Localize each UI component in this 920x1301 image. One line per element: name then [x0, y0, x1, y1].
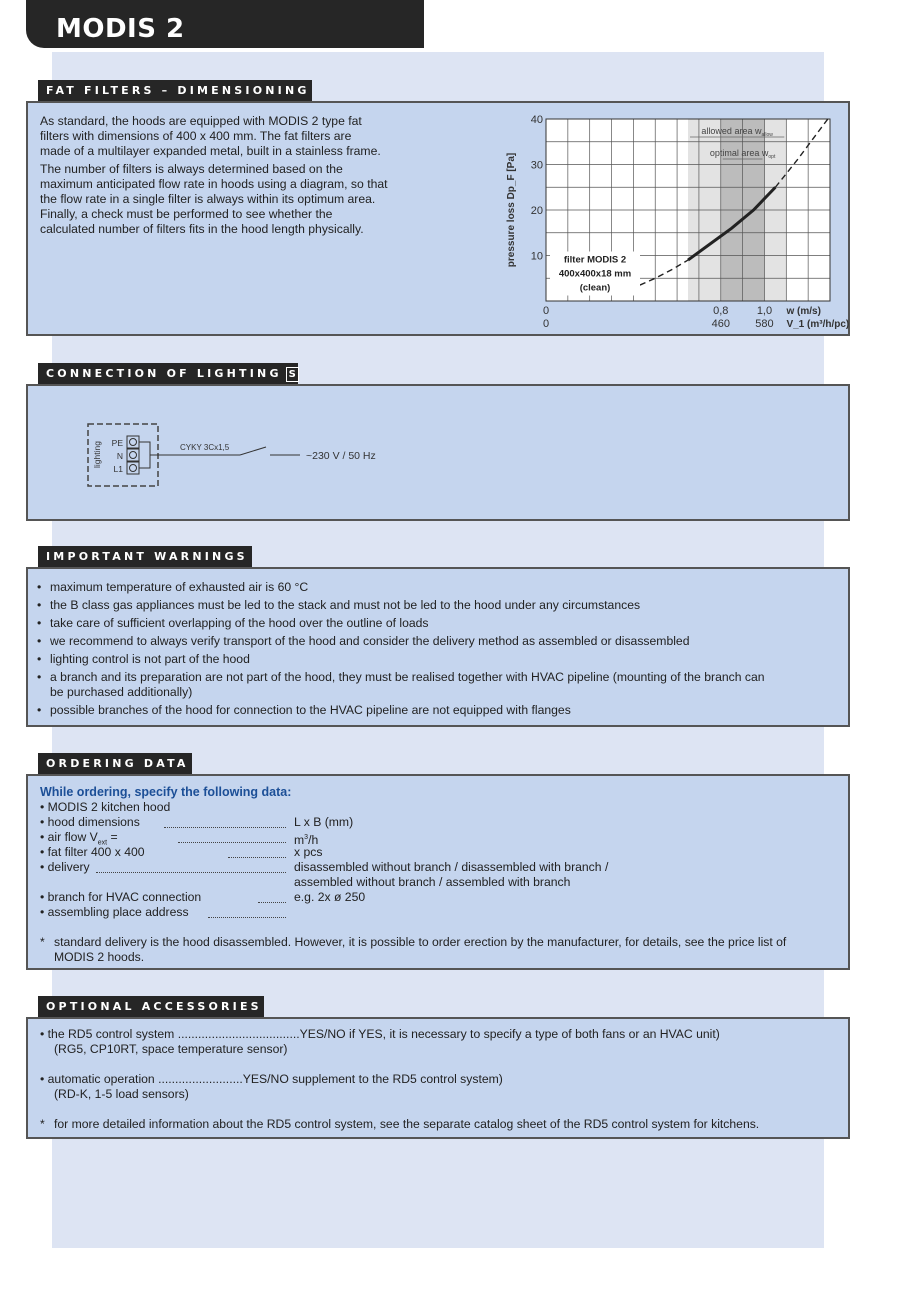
order-row-address: • assembling place address: [40, 905, 189, 919]
warning-item: • we recommend to always verify transport of the hood and consider the delivery method as assembled or disassembled: [37, 634, 690, 648]
warning-item: • take care of sufficient overlapping of the hood over the outline of loads: [37, 616, 429, 630]
fat-filters-heading: FAT FILTERS – DIMENSIONING: [38, 80, 312, 102]
page-title: MODIS 2: [56, 14, 185, 44]
ordering-heading: ORDERING DATA: [38, 753, 192, 775]
accessories-note-star: *: [40, 1117, 45, 1131]
x-tick-label: 1,0: [756, 305, 773, 317]
lighting-box: [26, 384, 850, 521]
cable-label: CYKY 3Cx1,5: [180, 443, 230, 452]
x-tick-label: 0: [542, 305, 550, 317]
optimal-area-label: optimal area $w_{opt}$: [709, 148, 776, 160]
order-value-dimensions: L x B (mm): [294, 815, 354, 829]
y-axis-label: pressure loss Dp_F [Pa]: [506, 152, 517, 268]
x2-axis-label: V_1 (m³/h/pc): [786, 319, 850, 330]
terminal-pe-screw: [130, 439, 137, 446]
order-value-delivery: disassembled without branch / disassembled with branch /: [294, 860, 609, 874]
dots-leader: [164, 817, 286, 828]
y-tick-label: 30: [530, 159, 543, 172]
dots-leader: [258, 892, 286, 903]
terminal-l1: [127, 462, 139, 474]
dots-leader: [208, 907, 286, 918]
accessories-note: for more detailed information about the RD5 control system, see the separate catalog sheet of the RD5 control system for kitchens.: [54, 1117, 760, 1131]
lighting-vertical-label: lighting: [92, 441, 102, 468]
terminal-l1-label: L1: [113, 464, 123, 474]
terminal-n-label: N: [116, 451, 123, 461]
warning-item: • maximum temperature of exhausted air is 60 °C: [37, 580, 309, 594]
accessories-heading: OPTIONAL ACCESSORIES: [38, 996, 264, 1018]
order-row-airflow: • air flow $V_{ext}$ =: [40, 830, 118, 847]
order-value-airflow: $m^3/h$: [294, 833, 319, 848]
terminal-n-screw: [130, 452, 137, 459]
switch-lever: [240, 447, 266, 455]
page-title-bar: [26, 0, 424, 48]
dots-leader: [96, 862, 286, 873]
order-row-dimensions: • hood dimensions: [40, 815, 140, 829]
x2-tick-label: 460: [711, 318, 730, 330]
lighting-wiring-diagram: [80, 416, 440, 526]
terminal-bridge: [139, 442, 150, 468]
warning-item: • possible branches of the hood for connection to the HVAC pipeline are not equipped with flanges: [37, 703, 571, 717]
ordering-box: [26, 774, 850, 970]
warning-item: • a branch and its preparation are not part of the hood, they must be realised together with HVAC pipeline (mounting of the branch can: [37, 670, 765, 684]
x-tick-label: 0,8: [713, 305, 729, 317]
s-badge: S: [286, 367, 299, 382]
warning-item: • the B class gas appliances must be led to the stack and must not be led to the hood under any circumstances: [37, 598, 641, 612]
warnings-heading: IMPORTANT WARNINGS: [38, 546, 252, 568]
filter-label: filter MODIS 2: [563, 254, 627, 266]
accessory-automatic-detail: (RD-K, 1-5 load sensors): [54, 1087, 189, 1101]
dots-leader: [228, 847, 286, 858]
terminal-n: [127, 449, 139, 461]
lighting-heading: CONNECTION OF LIGHTING S: [38, 363, 298, 385]
x2-tick-label: 580: [755, 318, 774, 330]
x2-tick-label: 0: [542, 318, 550, 330]
accessory-rd5: • the RD5 control system ....................................YES/NO if YES, it is necessary to specify a type of both fans or an HVAC unit): [40, 1027, 720, 1041]
warning-item: • lighting control is not part of the hood: [37, 652, 250, 666]
terminal-pe: [127, 436, 139, 448]
accessory-rd5-detail: (RG5, CP10RT, space temperature sensor): [54, 1042, 288, 1056]
terminal-l1-screw: [130, 465, 137, 472]
order-row-hood: • MODIS 2 kitchen hood: [40, 800, 171, 814]
order-row-delivery: • delivery: [40, 860, 90, 874]
fat-filters-para1: As standard, the hoods are equipped with MODIS 2 type fat filters with dimensions of 400 x 400 mm. The fat filters are made of a multilayer expanded metal, built in a stainless frame.: [40, 114, 381, 158]
filter-label: (clean): [579, 282, 611, 294]
fat-filters-para2: The number of filters is always determined based on the maximum anticipated flow rate in hoods using a diagram, so that the flow rate in a single filter is always within its optimum area. Finally, a check must be performed to see whether the calculated number of filters fits in the hood length physically.: [40, 162, 388, 236]
ordering-title: While ordering, specify the following data:: [40, 785, 292, 799]
order-row-branch: • branch for HVAC connection: [40, 890, 202, 904]
order-value-fat-filter: x pcs: [294, 845, 323, 859]
pressure-loss-chart: [472, 107, 850, 333]
terminal-pe-label: PE: [111, 438, 123, 448]
order-value-delivery-2: assembled without branch / assembled with branch: [294, 875, 571, 889]
allowed-area-label: allowed area $w_{allow}$: [701, 126, 773, 138]
dots-leader: [178, 832, 286, 843]
supply-label: ~230 V / 50 Hz: [306, 450, 376, 462]
accessory-automatic: • automatic operation .........................YES/NO supplement to the RD5 control system): [40, 1072, 503, 1086]
x-axis-label: w (m/s): [786, 306, 821, 317]
ordering-note: standard delivery is the hood disassembled. However, it is possible to order erection by the manufacturer, for details, see the price list of MODIS 2 hoods.: [54, 935, 787, 964]
order-value-branch: e.g. 2x ø 250: [294, 890, 366, 904]
y-tick-label: 40: [530, 114, 543, 126]
warning-item-continued: be purchased additionally): [50, 685, 193, 699]
order-row-fat-filter: • fat filter 400 x 400: [40, 845, 145, 859]
y-tick-label: 20: [530, 205, 543, 217]
fat-filters-box: [26, 101, 850, 336]
y-tick-label: 10: [530, 250, 543, 263]
filter-label: 400x400x18 mm: [558, 268, 632, 280]
accessories-box: [26, 1017, 850, 1139]
ordering-note-star: *: [40, 935, 45, 949]
warnings-box: [26, 567, 850, 727]
